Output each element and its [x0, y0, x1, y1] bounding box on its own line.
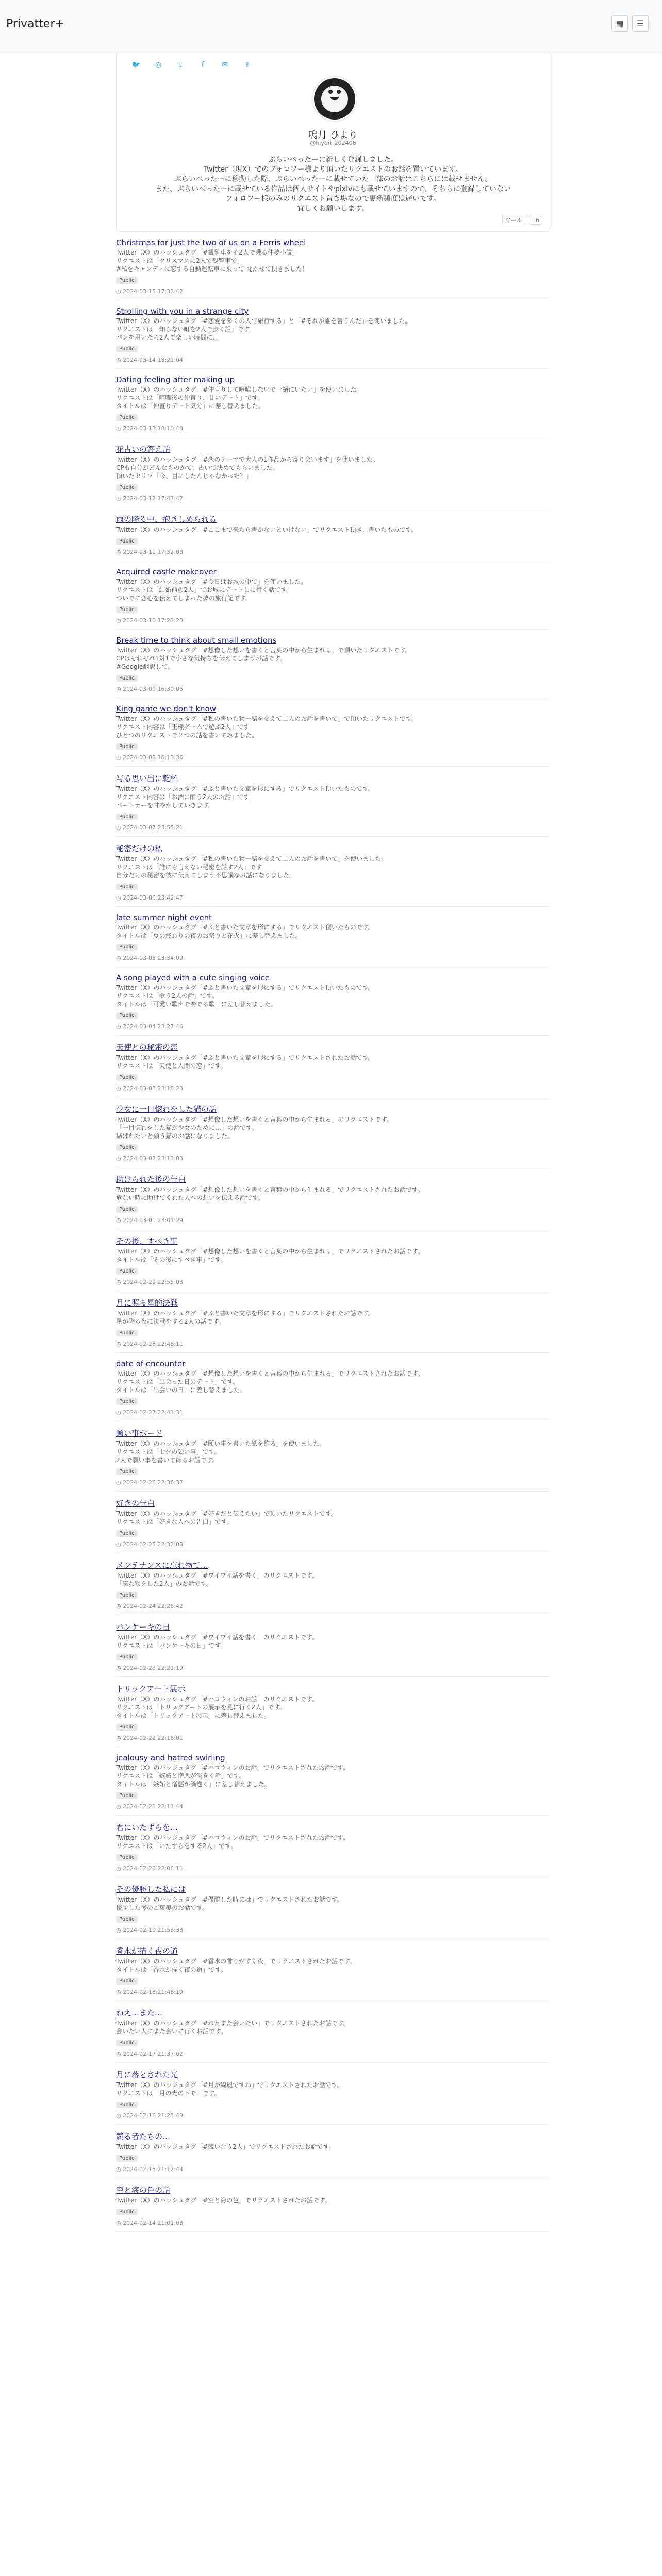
post-date: ◷ 2024-03-10 17:23:20	[116, 617, 549, 624]
post-visibility-badge: Public	[116, 814, 138, 820]
top-navbar	[0, 0, 662, 52]
post-item	[116, 507, 549, 561]
post-body: Twitter（X）のハッシュタグ「#ふと書いた文章を形にする」でリクエスト頂いたものです。 リクエスト内容は「お酒に酔う2人のお話」です。 パートナーを甘やかしていきます。	[116, 785, 374, 809]
post-visibility-badge: Public	[116, 675, 138, 682]
post-item	[116, 1097, 549, 1167]
post-item	[116, 369, 549, 437]
profile-handle: @hiyori_202406	[310, 140, 356, 146]
post-body: Twitter（X）のハッシュタグ「#空と海の色」でリクエストされたお話です。	[116, 2197, 331, 2204]
post-title[interactable]: トリックアート展示	[116, 1684, 185, 1693]
post-item	[116, 967, 549, 1036]
post-item	[116, 2001, 549, 2063]
profile-bio: ぷらいべったーに新しく登録しました。 Twitter（現X）でのフォロワー様より頂いたリクエストのお話を置いています。 ぷらいべったーに移動した際、ぷらいべったーに載せていた一部のお話はこちらには載せません。 また、ぷらいべったーに載せている作品は個人サイトやpixivにも載せていますので、そちらに登録していない フォロワー様のみのリクエスト置き場なので更新頻度は遅いです。 宜しくお願いします。	[155, 156, 511, 213]
profile-tools	[500, 215, 542, 225]
post-body: Twitter（X）のハッシュタグ「#ここまで来たら書かないといけない」でリクエスト頂き、書いたものです。	[116, 526, 418, 533]
post-visibility-badge: Public	[116, 1206, 138, 1213]
post-visibility-badge: Public	[116, 1978, 138, 1985]
post-title[interactable]: ねえ…また…	[116, 2008, 163, 2018]
post-title[interactable]: date of encounter	[116, 1359, 186, 1368]
post-title[interactable]: パンケーキの日	[116, 1622, 170, 1632]
post-date: ◷ 2024-02-23 22:21:19	[116, 1665, 549, 1671]
post-item	[116, 1291, 549, 1353]
post-date: ◷ 2024-02-22 22:16:01	[116, 1735, 549, 1741]
post-body: Twitter（X）のハッシュタグ「#ふと書いた文章を形にする」でリクエスト頂いたものです。 タイトルは「夏の終わりの夜のお祭りと花火」に差し替えました。	[116, 924, 374, 939]
post-body: Twitter（X）のハッシュタグ「#月が綺麗ですね」でリクエストされたお話です。 リクエストは「月の光の下で」です。	[116, 2081, 343, 2097]
menu-button[interactable]	[632, 15, 649, 32]
post-date: ◷ 2024-02-15 21:12:44	[116, 2166, 549, 2173]
post-item	[116, 1167, 549, 1229]
post-body: Twitter（X）のハッシュタグ「#仲直りして喧嘩しないで一緒にいたい」を使いました。 リクエストは「喧嘩後の仲直り、甘いデート」です。 タイトルは「仲直りデート気分」に差し替えました。	[116, 386, 363, 410]
upload-icon[interactable]: ⇪	[244, 61, 251, 69]
post-date: ◷ 2024-02-24 22:26:42	[116, 1603, 549, 1609]
post-title[interactable]: Christmas for just the two of us on a Ferris wheel	[116, 238, 306, 247]
post-item	[116, 630, 549, 698]
post-date: ◷ 2024-02-14 21:01:03	[116, 2219, 549, 2226]
post-visibility-badge: Public	[116, 884, 138, 890]
post-body: Twitter（X）のハッシュタグ「#ふと書いた文章を形にする」でリクエストされたお話です。 星が降る夜に決戦をする2人の話です。	[116, 1310, 374, 1325]
post-body: Twitter（X）のハッシュタグ「#恋のテーマで大人の1作品から寄り会います」を使いました。 CPも自分がどんなものかで、占いで決めてもらいました。 頂いたセリフ「今、目にしたんじゃなかった？」	[116, 456, 379, 480]
post-title[interactable]: 月に落とされた光	[116, 2070, 178, 2079]
post-item	[116, 437, 549, 507]
post-visibility-badge: Public	[116, 1012, 138, 1019]
post-visibility-badge: Public	[116, 2209, 138, 2215]
post-visibility-badge: Public	[116, 944, 138, 951]
post-title[interactable]: 競る者たちの…	[116, 2132, 171, 2141]
post-visibility-badge: Public	[116, 1724, 138, 1731]
post-visibility-badge: Public	[116, 1144, 138, 1151]
post-item	[116, 1553, 549, 1615]
post-title[interactable]: 花占いの答え話	[116, 445, 171, 454]
post-body: Twitter（X）のハッシュタグ「#ふと書いた文章を形にする」でリクエストされたお話です。 リクエストは「天使と人間の恋」です。	[116, 1054, 374, 1070]
post-title[interactable]: Dating feeling after making up	[116, 375, 235, 384]
twitter-icon[interactable]: 🐦	[131, 61, 141, 69]
post-title[interactable]: Break time to think about small emotions	[116, 636, 277, 645]
post-body: Twitter（X）のハッシュタグ「#競い合う2人」でリクエストされたお話です。	[116, 2143, 335, 2150]
post-item	[116, 232, 549, 300]
post-item	[116, 767, 549, 837]
post-item	[116, 1939, 549, 2001]
post-visibility-badge: Public	[116, 1468, 138, 1475]
post-title[interactable]: 少女に一目惚れをした猫の話	[116, 1105, 217, 1114]
post-item	[116, 2125, 549, 2178]
post-item	[116, 561, 549, 630]
post-body: Twitter（X）のハッシュタグ「#ふと書いた文章を形にする」でリクエスト頂いたものです。 リクエストは「歌う2人の話」です。 タイトルは「可愛い歌声で奏でる歌」に差し替えました。	[116, 984, 374, 1008]
post-date: ◷ 2024-02-26 22:36:37	[116, 1479, 549, 1486]
post-visibility-badge: Public	[116, 1654, 138, 1660]
post-date: ◷ 2024-03-01 23:01:29	[116, 1217, 549, 1224]
post-item	[116, 698, 549, 767]
post-date: ◷ 2024-03-15 17:32:42	[116, 288, 549, 295]
post-body: Twitter（X）のハッシュタグ「#恋愛を多くの人で旅行する」と「#それが誰を言うんだ」を使いました。 リクエストは「知らない町を2人で歩く話」です。 バンを用いたら2人で楽しい時間に…	[116, 317, 411, 341]
post-date: ◷ 2024-02-18 21:48:19	[116, 1989, 549, 1995]
post-date: ◷ 2024-02-17 21:37:02	[116, 2050, 549, 2057]
post-title[interactable]: 願い事ボード	[116, 1429, 163, 1438]
share-icons	[131, 59, 261, 73]
post-title[interactable]: 好きの告白	[116, 1499, 155, 1508]
post-visibility-badge: Public	[116, 538, 138, 545]
post-item	[116, 1816, 549, 1877]
post-item	[116, 1492, 549, 1553]
post-date: ◷ 2024-03-14 18:21:04	[116, 357, 549, 363]
post-date: ◷ 2024-02-29 22:55:03	[116, 1279, 549, 1285]
post-visibility-badge: Public	[116, 1398, 138, 1405]
mixi-icon[interactable]: ◎	[155, 61, 162, 69]
post-body: Twitter（X）のハッシュタグ「#私の書いた物一緒を交えて二人のお話を書いて」を使いました。 リクエストは「誰にも言えない秘密を話す2人」です。 自分だけの秘密を彼に伝えてしまう不思議なお話になりました。	[116, 855, 388, 879]
post-title[interactable]: 雨の降る中、抱きしめられる	[116, 515, 217, 524]
post-title[interactable]: メンテナンスに忘れ物て…	[116, 1561, 208, 1570]
profile-name: 鳴月 ひより	[308, 130, 358, 141]
post-visibility-badge: Public	[116, 1074, 138, 1081]
post-title[interactable]: A song played with a cute singing voice	[116, 973, 270, 982]
post-date: ◷ 2024-02-25 22:32:08	[116, 1541, 549, 1548]
post-date: ◷ 2024-03-13 18:10:48	[116, 425, 549, 432]
post-item	[116, 1747, 549, 1816]
post-visibility-badge: Public	[116, 2102, 138, 2108]
post-title[interactable]: 秘密だけの私	[116, 844, 163, 853]
post-item	[116, 2178, 549, 2232]
post-item	[116, 1615, 549, 1677]
profile-card	[116, 52, 550, 232]
post-list	[116, 232, 549, 2232]
post-date: ◷ 2024-02-16 21:25:49	[116, 2112, 549, 2119]
post-visibility-badge: Public	[116, 1792, 138, 1799]
post-body: Twitter（X）のハッシュタグ「#想像した想いを書くと言葉の中から生まれる」でリクエストされたお話です。 リクエストは「出会った日のデート」です。 タイトルは「出会いの日」に差し替えました。	[116, 1370, 424, 1394]
settings-button[interactable]	[611, 15, 628, 32]
post-item	[116, 1353, 549, 1421]
post-body: Twitter（X）のハッシュタグ「#想像した想いを書くと言葉の中から生まれる」でリクエストされたお話です。 タイトルは「その後にすべき事」です。	[116, 1248, 424, 1263]
post-date: ◷ 2024-03-04 23:27:46	[116, 1023, 549, 1030]
post-item	[116, 1036, 549, 1097]
post-date: ◷ 2024-03-07 23:55:21	[116, 824, 549, 831]
post-date: ◷ 2024-02-28 22:48:11	[116, 1341, 549, 1347]
count-badge: 16	[529, 216, 542, 225]
post-body: Twitter（X）のハッシュタグ「#ねえまた会いたい」でリクエストされたお話です。 会いたい人にまた会いに行くお話です。	[116, 2020, 350, 2035]
post-body: Twitter（X）のハッシュタグ「#ハロウィンのお話」でリクエストされたお話です。 リクエストは「嫉妬と憎悪が渦巻く話」です。 タイトルは「嫉妬と憎悪が渦巻く」に差し替えました。	[116, 1764, 350, 1788]
post-item	[116, 300, 549, 369]
post-visibility-badge: Public	[116, 2155, 138, 2162]
post-item	[116, 1421, 549, 1492]
post-body: Twitter（X）のハッシュタグ「#私の書いた物一緒を交えて二人のお話を書いて」で頂いたリクエストです。 リクエスト内容は「王様ゲームで遊ぶ2人」です。 ひとつのリクエストで２つの話を書いてみました。	[116, 715, 418, 739]
post-title[interactable]: 君にいたずらを…	[116, 1823, 178, 1832]
post-title[interactable]: late summer night event	[116, 913, 212, 922]
post-title[interactable]: 助けられた後の告白	[116, 1175, 186, 1184]
post-date: ◷ 2024-03-05 23:34:09	[116, 955, 549, 961]
avatar	[312, 77, 357, 121]
post-date: ◷ 2024-02-20 22:06:11	[116, 1865, 549, 1872]
post-title[interactable]: Strolling with you in a strange city	[116, 307, 249, 316]
post-date: ◷ 2024-02-27 22:41:31	[116, 1409, 549, 1416]
post-date: ◷ 2024-03-09 16:30:05	[116, 686, 549, 692]
post-date: ◷ 2024-02-21 22:11:44	[116, 1803, 549, 1810]
post-body: Twitter（X）のハッシュタグ「#好きだと伝えたい」で頂いたリクエストです。 リクエストは「好きな人への告白」です。	[116, 1510, 337, 1526]
post-body: Twitter（X）のハッシュタグ「#ワイワイ話を書く」のリクエストです。 リクエストは「パンケーキの日」です。	[116, 1634, 319, 1649]
post-visibility-badge: Public	[116, 743, 138, 750]
post-body: Twitter（X）のハッシュタグ「#優勝した時には」でリクエストされたお話です。 優勝した後のご褒美のお話です。	[116, 1896, 343, 1911]
post-title[interactable]: 香水が描く夜の道	[116, 1946, 178, 1956]
post-visibility-badge: Public	[116, 277, 138, 284]
post-visibility-badge: Public	[116, 1330, 138, 1336]
post-body: Twitter（X）のハッシュタグ「#ハロウィンのお話」のリクエストです。 リクエストは「トリックアートの展示を見に行く2人」です。 タイトルは「トリックアート展示」に差し替えました。	[116, 1696, 319, 1719]
post-body: Twitter（X）のハッシュタグ「#願い事を書いた紙を飾る」を使いました。 リクエストは「七夕の願い事」です。 2人で願い事を書いて飾るお話です。	[116, 1440, 326, 1464]
post-title[interactable]: Acquired castle makeover	[116, 567, 217, 577]
post-title[interactable]: その優勝した私には	[116, 1885, 186, 1894]
post-visibility-badge: Public	[116, 484, 138, 491]
post-item	[116, 1229, 549, 1291]
post-item	[116, 2063, 549, 2125]
tumblr-icon[interactable]: t	[179, 61, 182, 69]
post-visibility-badge: Public	[116, 1916, 138, 1923]
post-visibility-badge: Public	[116, 1268, 138, 1275]
post-visibility-badge: Public	[116, 2040, 138, 2046]
post-body: Twitter（X）のハッシュタグ「#想像した想いを書くと言葉の中から生まれる」で頂いたリクエストです。 CPはそれぞれ1対1で小さな気持ちを伝えてしまうお話です。 #Google翻訳して。	[116, 647, 411, 670]
post-date: ◷ 2024-03-12 17:47:47	[116, 495, 549, 502]
menu-icon: ☰	[636, 19, 644, 28]
tools-button[interactable]: ツール	[502, 215, 525, 225]
post-body: Twitter（X）のハッシュタグ「#想像した想いを書くと言葉の中から生まれる」のリクエストです。 「一目惚れをした猫が少女のために…」の話です。 結ばれたいと願う猫のお話になりました。	[116, 1116, 393, 1140]
post-date: ◷ 2024-03-08 16:13:36	[116, 754, 549, 761]
post-date: ◷ 2024-03-03 23:18:23	[116, 1085, 549, 1092]
post-item	[116, 907, 549, 967]
post-date: ◷ 2024-03-11 17:32:08	[116, 549, 549, 555]
post-body: Twitter（X）のハッシュタグ「#香水の香りがする夜」でリクエストされたお話です。 タイトルは「香水が描く夜の道」です。	[116, 1958, 356, 1973]
post-date: ◷ 2024-02-19 21:53:33	[116, 1927, 549, 1934]
post-title[interactable]: 写る思い出に乾杯	[116, 774, 178, 783]
post-visibility-badge: Public	[116, 1530, 138, 1537]
site-brand[interactable]: Privatter+	[6, 18, 64, 30]
post-visibility-badge: Public	[116, 606, 138, 613]
post-title[interactable]: その後、すべき事	[116, 1236, 178, 1246]
post-title[interactable]: 月に照る星的決戦	[116, 1298, 178, 1308]
post-title[interactable]: 天使との秘密の恋	[116, 1043, 178, 1052]
post-visibility-badge: Public	[116, 1854, 138, 1861]
post-title[interactable]: jealousy and hatred swirling	[116, 1753, 225, 1762]
post-body: Twitter（X）のハッシュタグ「#想像した想いを書くと言葉の中から生まれる」でリクエストされたお話です。 危ない時に助けてくれた人への想いを伝える話です。	[116, 1186, 424, 1201]
line-icon[interactable]: ✉	[222, 61, 228, 69]
post-title[interactable]: King game we don't know	[116, 704, 217, 714]
post-visibility-badge: Public	[116, 346, 138, 352]
facebook-icon[interactable]: f	[201, 61, 204, 69]
post-item	[116, 1877, 549, 1939]
post-body: Twitter（X）のハッシュタグ「#ハロウィンのお話」でリクエストされたお話です。 リクエストは「いたずらをする2人」です。	[116, 1834, 350, 1850]
post-item	[116, 837, 549, 907]
post-item	[116, 1677, 549, 1747]
post-body: Twitter（X）のハッシュタグ「#ワイワイ話を書く」のリクエストです。 「忘れ物をした2人」のお話です。	[116, 1572, 319, 1587]
post-body: Twitter（X）のハッシュタグ「#観覧車をそ2人で乗る仲夢小説」 リクエストは「クリスマスに2人で観覧車で」 #私をキャンディに恋する自動運転車に乗って 聞かせて頂きました！	[116, 249, 308, 273]
post-visibility-badge: Public	[116, 414, 138, 421]
grid-icon: ▦	[616, 19, 624, 28]
post-date: ◷ 2024-03-06 23:42:47	[116, 894, 549, 901]
post-body: Twitter（X）のハッシュタグ「#今日はお城の中で」を使いました。 リクエストは「結婚前の2人」でお城にデートしに行く話です。 ついでに恋心を伝えてしまった夢の旅行記です。	[116, 578, 307, 602]
main-container	[116, 49, 549, 2232]
post-visibility-badge: Public	[116, 1592, 138, 1599]
post-date: ◷ 2024-03-02 23:13:03	[116, 1155, 549, 1162]
post-title[interactable]: 空と海の色の話	[116, 2185, 171, 2195]
